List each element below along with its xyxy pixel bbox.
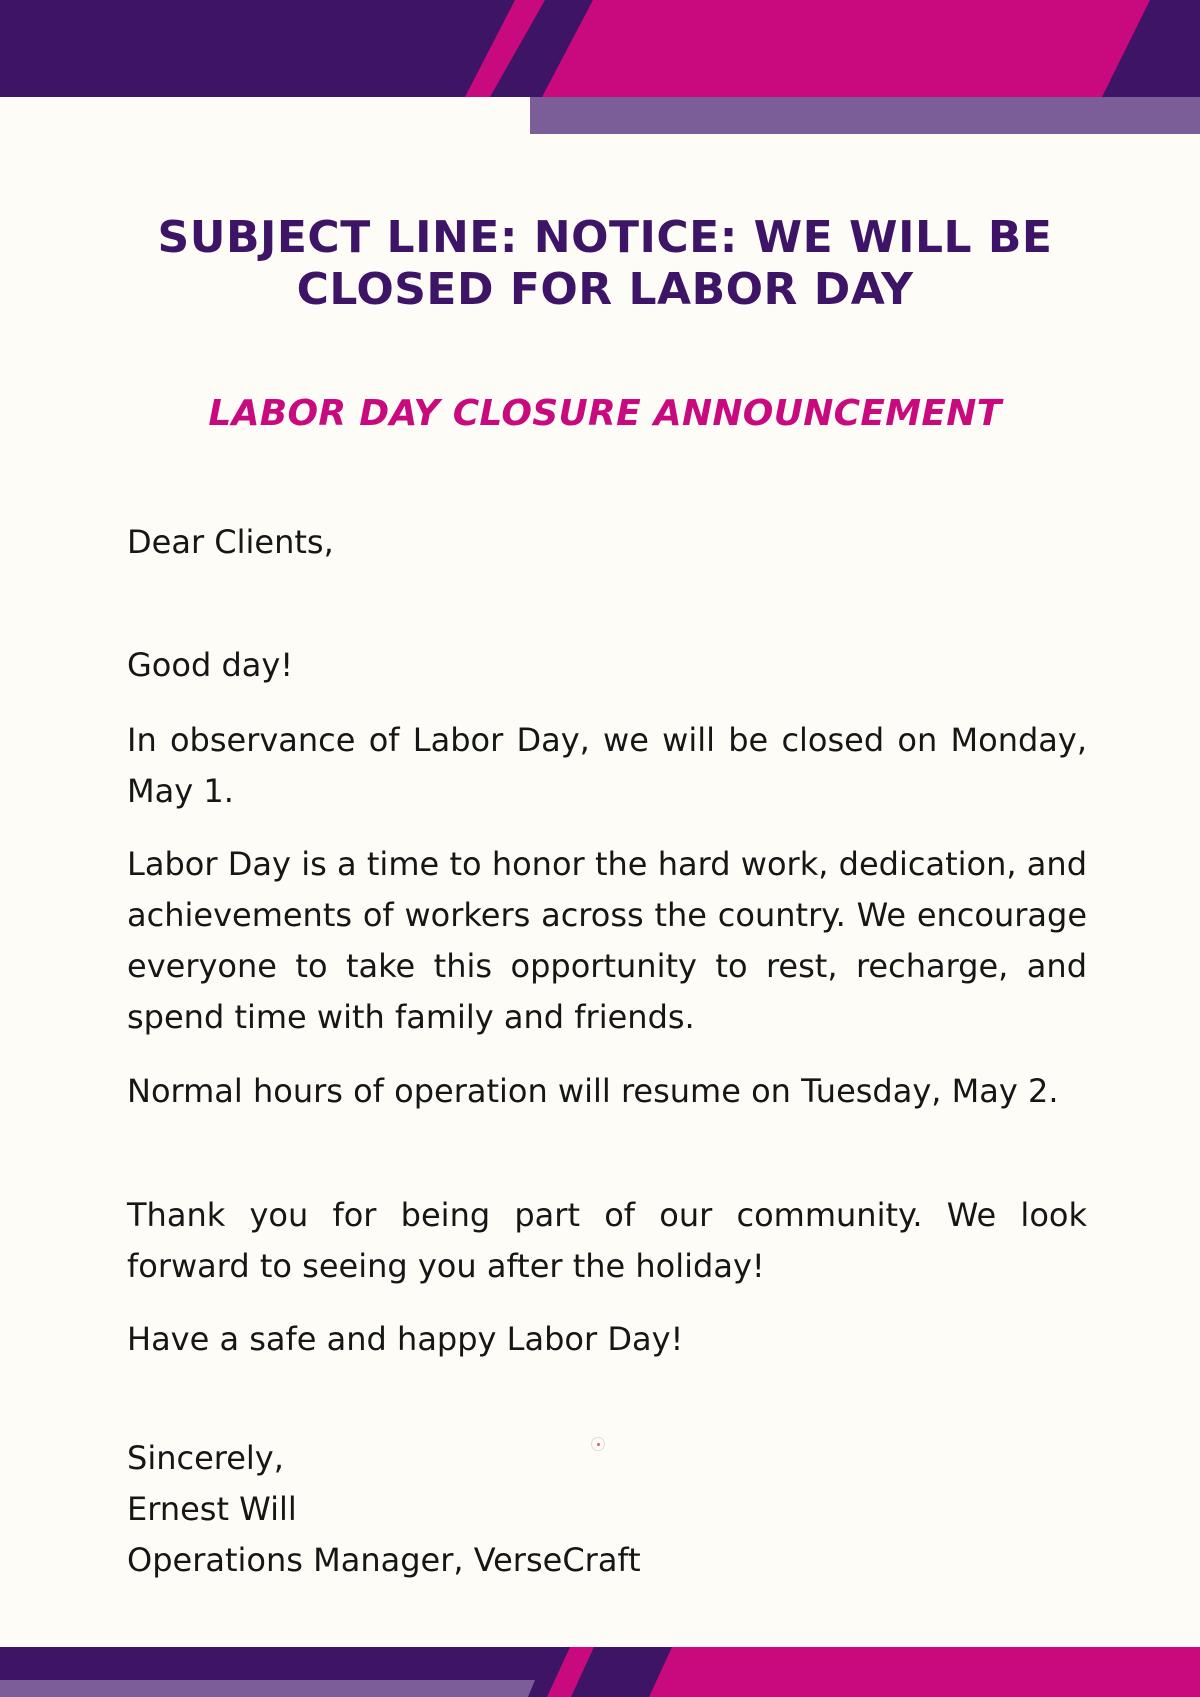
closing-line: Have a safe and happy Labor Day! xyxy=(127,1320,684,1358)
signoff: Sincerely, xyxy=(127,1439,284,1477)
signer-title: Operations Manager, VerseCraft xyxy=(127,1541,641,1579)
opening-line: Good day! xyxy=(127,646,294,684)
header-decoration xyxy=(0,0,1200,140)
paragraph-resume-hours: Normal hours of operation will resume on Tuesday, May 2. xyxy=(127,1072,1059,1110)
announcement-subtitle: LABOR DAY CLOSURE ANNOUNCEMENT xyxy=(208,393,1002,434)
paragraph-closure-date: In observance of Labor Day, we will be closed on Monday, May 1. xyxy=(127,721,1087,810)
signer-name: Ernest Will xyxy=(127,1490,297,1528)
paragraph-labor-day-meaning: Labor Day is a time to honor the hard work, dedication, and achievements of workers across the country. We encourage everyone to take this opportunity to rest, recharge, and spend time with family and friends. xyxy=(127,845,1087,1036)
greeting: Dear Clients, xyxy=(127,523,334,561)
paragraph-thank-you: Thank you for being part of our community. We look forward to seeing you after the holiday! xyxy=(127,1196,1087,1285)
signature-block xyxy=(127,1433,1087,1586)
footer-decoration xyxy=(0,1647,1200,1697)
page-title: SUBJECT LINE: NOTICE: WE WILL BE CLOSED FOR LABOR DAY xyxy=(157,212,1053,315)
